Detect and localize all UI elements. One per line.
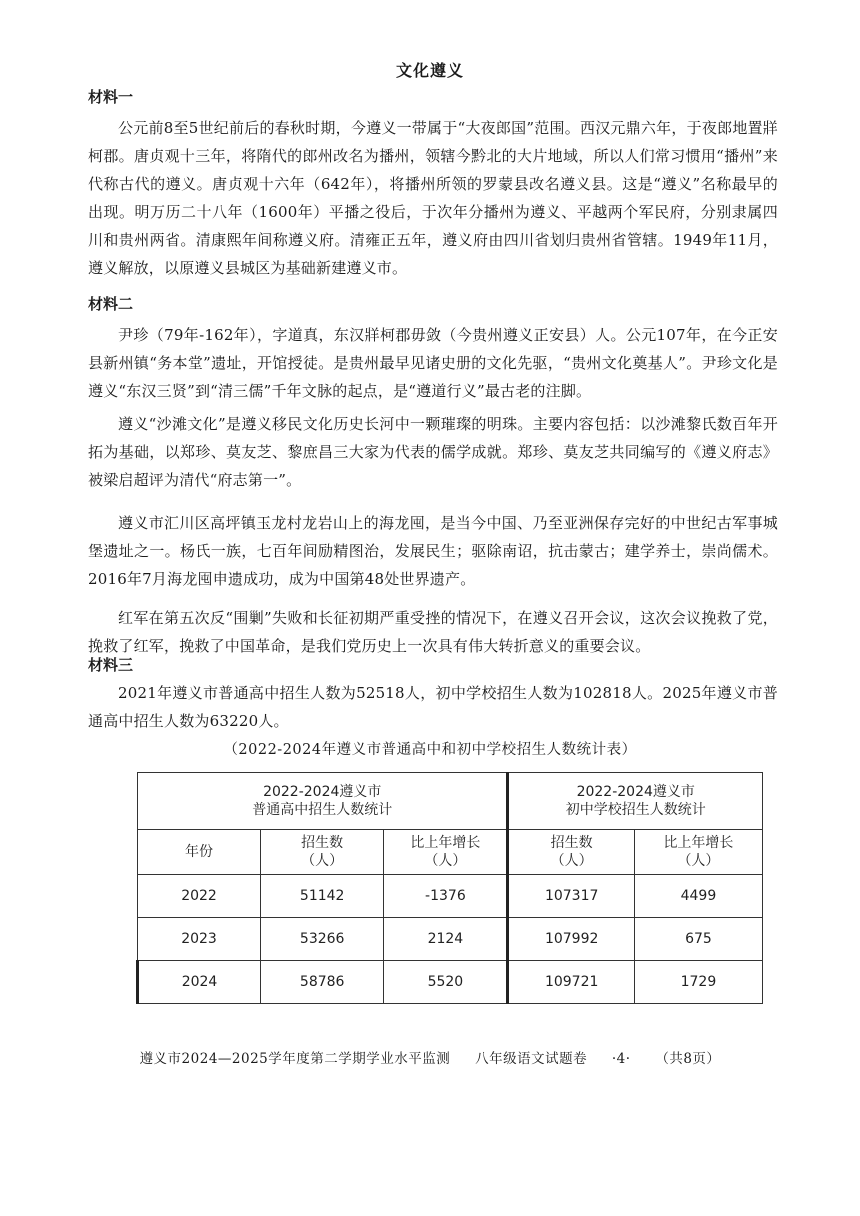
- page-footer: [0, 1047, 860, 1067]
- column-header-mid-enroll-line2: （人）: [550, 853, 593, 869]
- group-header-high-line1: 2022-2024遵义市: [263, 784, 382, 800]
- column-header-high-growth-line1: 比上年增长: [410, 835, 481, 851]
- page-title: 文化遵义: [395, 61, 464, 80]
- group-header-middle-line1: 2022-2024遵义市: [576, 784, 695, 800]
- column-header-high-growth: [384, 830, 508, 875]
- cell-mid-growth: 675: [634, 918, 762, 961]
- footer-exam-name: 遵义市2024—2025学年度第二学期学业水平监测: [139, 1051, 451, 1067]
- group-header-high-line2: 普通高中招生人数统计: [252, 802, 393, 818]
- cell-mid-growth: 1729: [634, 961, 762, 1004]
- column-header-mid-enroll: [508, 830, 634, 875]
- group-header-middle-line2: 初中学校招生人数统计: [565, 802, 706, 818]
- table-column-header-row: [138, 830, 763, 875]
- footer-page-number: ·4·: [611, 1051, 631, 1067]
- material1-heading: 材料一: [88, 88, 134, 106]
- material2-paragraph-3: 遵义市汇川区高坪镇玉龙村龙岩山上的海龙囤，是当今中国、乃至亚洲保存完好的中世纪古军事城堡遗址之一。杨氏一族，七百年间励精图治，发展民生；驱除南诏，抗击蒙古；建学养士，崇尚儒术。2016年7月海龙囤申遗成功，成为中国第48处世界遗产。: [88, 514, 778, 588]
- material3-heading: 材料三: [88, 656, 134, 674]
- column-header-mid-enroll-line1: 招生数: [550, 835, 593, 851]
- cell-mid-enroll: 107992: [508, 918, 634, 961]
- cell-mid-enroll: 107317: [508, 875, 634, 918]
- column-header-high-enroll-line2: （人）: [301, 853, 344, 869]
- table-row: [138, 875, 763, 918]
- table-row: [138, 961, 763, 1004]
- table-group-header-row: [138, 773, 763, 830]
- cell-year: 2024: [138, 961, 261, 1004]
- material1-paragraph: 公元前8至5世纪前后的春秋时期，今遵义一带属于“大夜郎国”范围。西汉元鼎六年，于夜郎地置牂柯郡。唐贞观十三年，将隋代的郎州改名为播州，领辖今黔北的大片地域，所以人们常习惯用“播州”来代称古代的遵义。唐贞观十六年（642年），将播州所领的罗蒙县改名遵义县。这是“遵义”名称最早的出现。明万历二十八年（1600年）平播之役后，于次年分播州为遵义、平越两个军民府，分别隶属四川和贵州两省。清康熙年间称遵义府。清雍正五年，遵义府由四川省划归贵州省管辖。1949年11月，遵义解放，以原遵义县城区为基础新建遵义市。: [88, 119, 778, 277]
- material2-heading: 材料二: [88, 295, 134, 313]
- column-header-mid-growth-line2: （人）: [677, 853, 720, 869]
- cell-high-growth: 5520: [384, 961, 508, 1004]
- cell-high-growth: -1376: [384, 875, 508, 918]
- material3-paragraph: 2021年遵义市普通高中招生人数为52518人，初中学校招生人数为102818人。2025年遵义市普通高中招生人数为63220人。: [88, 684, 778, 730]
- column-header-high-enroll-line1: 招生数: [301, 835, 344, 851]
- cell-high-enroll: 51142: [261, 875, 384, 918]
- footer-total-pages: （共8页）: [655, 1051, 721, 1067]
- cell-year: 2022: [138, 875, 261, 918]
- cell-high-growth: 2124: [384, 918, 508, 961]
- column-header-high-enroll: [261, 830, 384, 875]
- column-header-high-growth-line2: （人）: [424, 853, 467, 869]
- group-header-middle-school: [508, 773, 763, 830]
- group-header-high-school: [138, 773, 508, 830]
- column-header-mid-growth: [634, 830, 762, 875]
- cell-mid-growth: 4499: [634, 875, 762, 918]
- footer-subject: 八年级语文试题卷: [475, 1051, 588, 1067]
- table-caption: （2022-2024年遵义市普通高中和初中学校招生人数统计表）: [223, 742, 637, 758]
- cell-year: 2023: [138, 918, 261, 961]
- material2-paragraph-4: 红军在第五次反“围剿”失败和长征初期严重受挫的情况下，在遵义召开会议，这次会议挽救了党，挽救了红军，挽救了中国革命，是我们党历史上一次具有伟大转折意义的重要会议。: [88, 609, 778, 655]
- cell-high-enroll: 58786: [261, 961, 384, 1004]
- material2-paragraph-2: 遵义“沙滩文化”是遵义移民文化历史长河中一颗璀璨的明珠。主要内容包括：以沙滩黎氏数百年开拓为基础，以郑珍、莫友芝、黎庶昌三大家为代表的儒学成就。郑珍、莫友芝共同编写的《遵义府志》被梁启超评为清代“府志第一”。: [88, 415, 778, 489]
- enrollment-table: [136, 772, 763, 1004]
- cell-mid-enroll: 109721: [508, 961, 634, 1004]
- column-header-mid-growth-line1: 比上年增长: [663, 835, 734, 851]
- table-row: [138, 918, 763, 961]
- material2-paragraph-1: 尹珍（79年-162年），字道真，东汉牂柯郡毋敛（今贵州遵义正安县）人。公元107年，在今正安县新州镇“务本堂”遗址，开馆授徒。是贵州最早见诸史册的文化先驱，“贵州文化奠基人”。尹珍文化是遵义“东汉三贤”到“清三儒”千年文脉的起点，是“遵道行义”最古老的注脚。: [88, 326, 778, 400]
- cell-high-enroll: 53266: [261, 918, 384, 961]
- column-header-year: 年份: [138, 830, 261, 875]
